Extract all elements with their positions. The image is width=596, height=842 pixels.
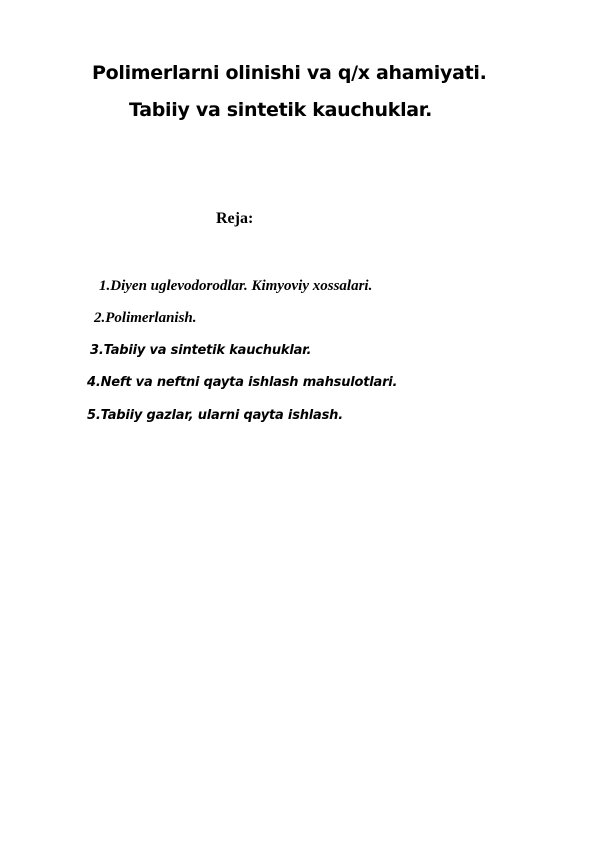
title-line-1: Polimerlarni olinishi va q/x ahamiyati. [92, 62, 487, 84]
title-line-2: Tabiiy va sintetik kauchuklar. [129, 99, 433, 121]
plan-item-2: 2.Polimerlanish. [94, 310, 197, 326]
plan-item-4: 4.Neft va neftni qayta ishlash mahsulotlari. [87, 375, 398, 390]
plan-heading: Reja: [216, 210, 254, 227]
plan-item-5: 5.Tabiiy gazlar, ularni qayta ishlash. [87, 408, 343, 423]
plan-item-3: 3.Tabiiy va sintetik kauchuklar. [90, 343, 312, 358]
plan-item-1: 1.Diyen uglevodorodlar. Kimyoviy xossalari. [99, 278, 373, 294]
